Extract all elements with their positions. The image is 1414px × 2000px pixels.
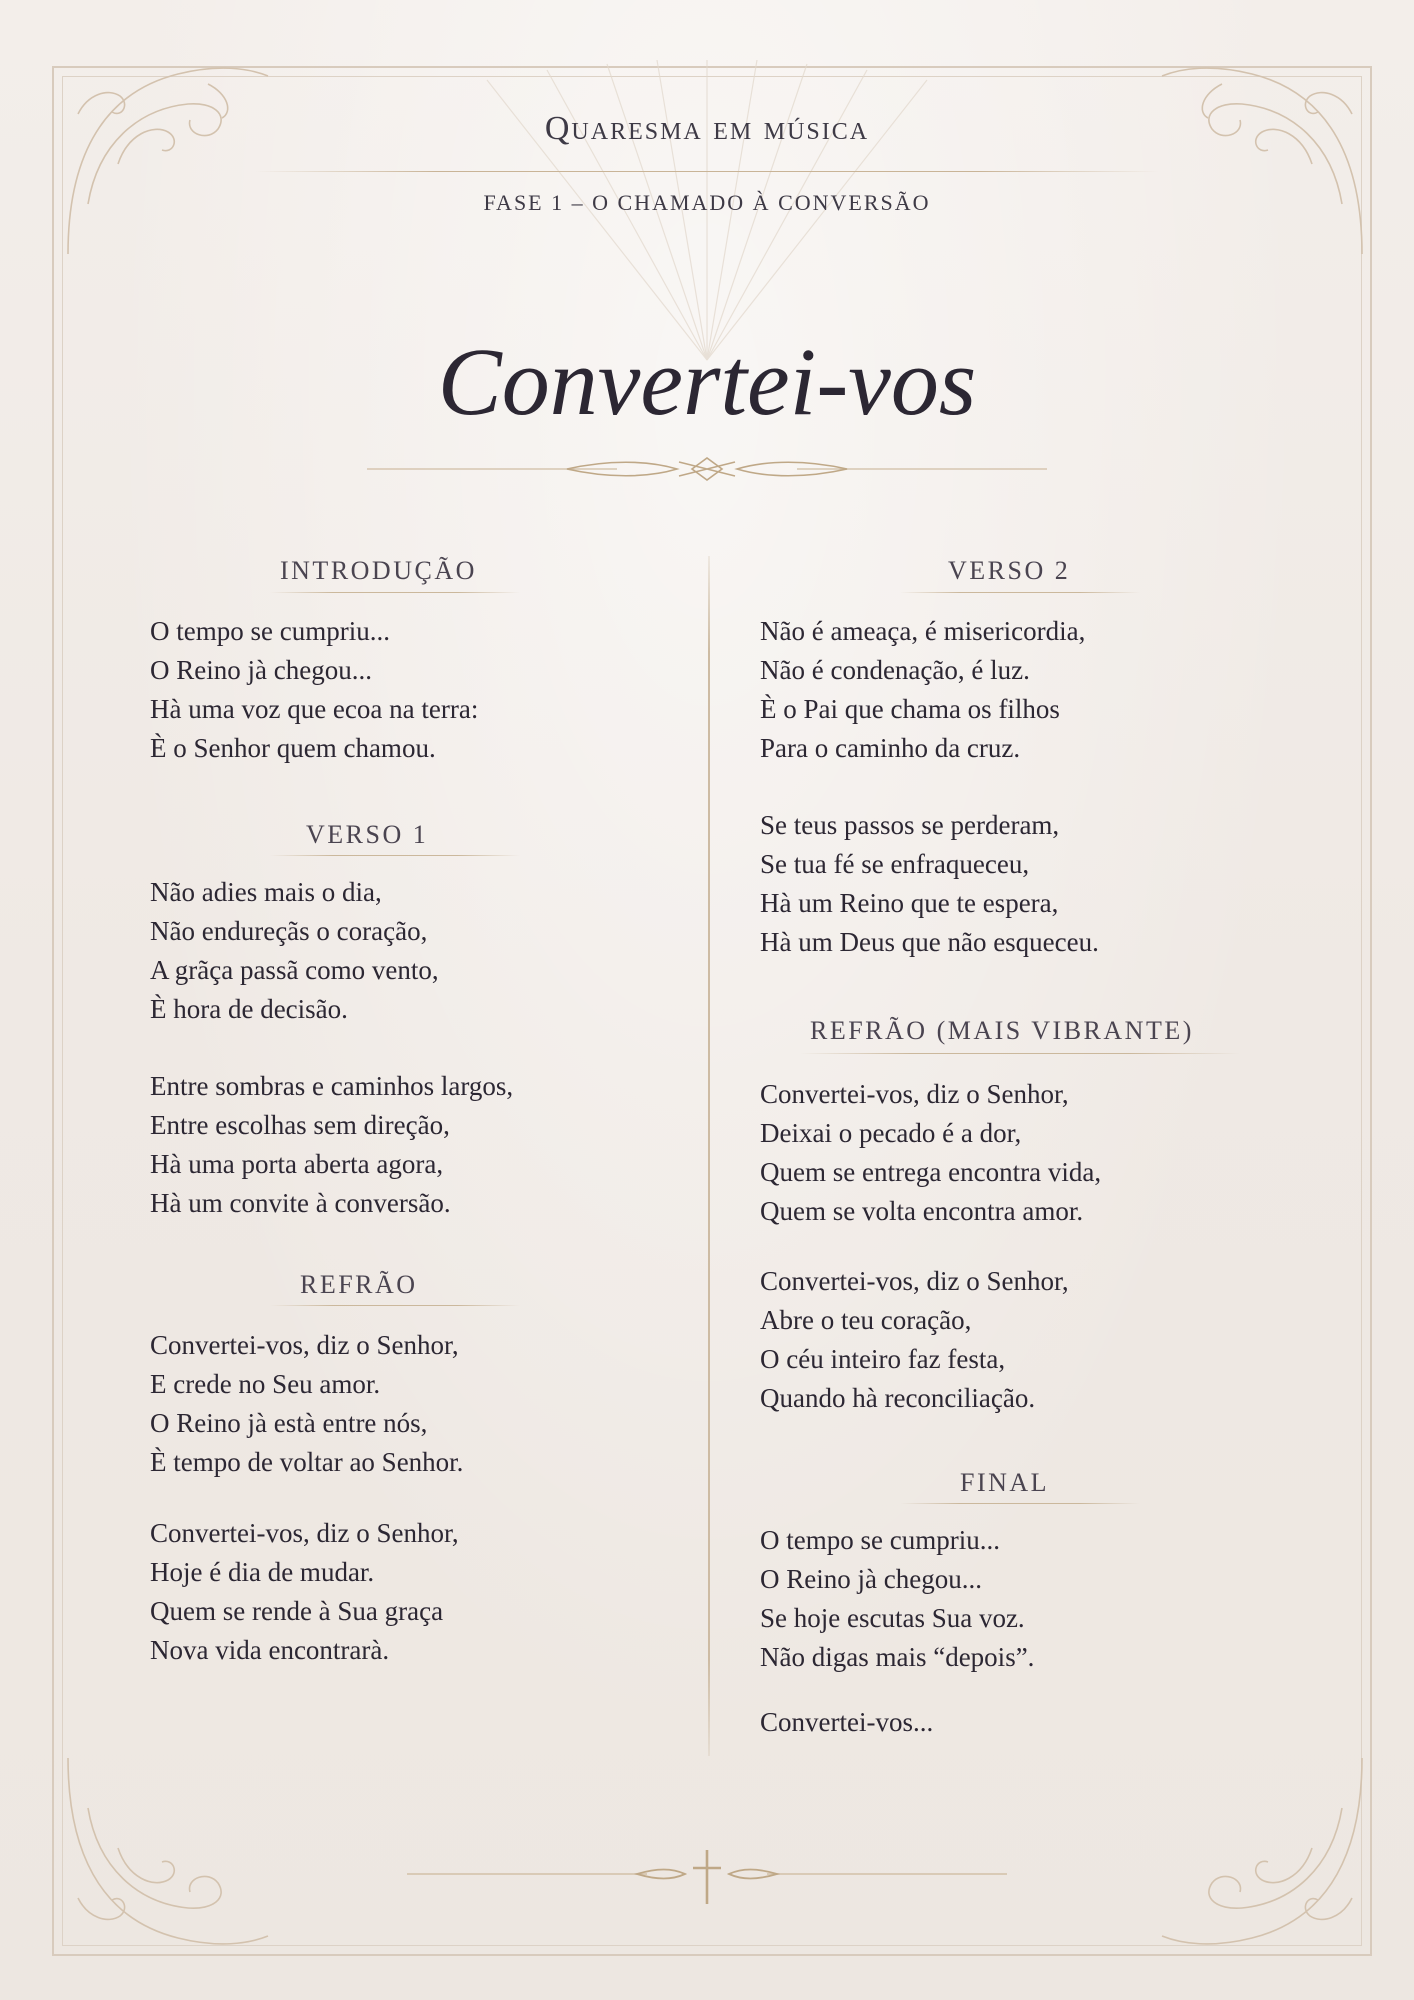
column-divider (708, 556, 710, 1756)
lyric-line: È o Pai que chama os filhos (760, 694, 1060, 724)
lyric-line: Não adies mais o dia, (150, 877, 382, 907)
stanza-closing (760, 1703, 933, 1742)
section-divider (900, 592, 1140, 593)
corner-flourish-icon (1142, 54, 1372, 284)
lyric-line: Nova vida encontrarà. (150, 1635, 390, 1665)
lyric-line: O tempo se cumpriu... (150, 616, 390, 646)
stanza-refrain-a (150, 1326, 463, 1482)
section-divider (800, 1053, 1240, 1054)
lyric-line: Convertei-vos, diz o Senhor, (760, 1266, 1069, 1296)
header-divider (255, 171, 1159, 172)
lyric-line: Se tua fé se enfraqueceu, (760, 849, 1030, 879)
lyric-line: O tempo se cumpriu... (760, 1525, 1000, 1555)
lyric-line: Convertei-vos... (760, 1707, 934, 1737)
lyric-line: Quem se rende à Sua graça (150, 1596, 444, 1626)
stanza-verse2-b (760, 806, 1099, 962)
lyric-line: Convertei-vos, diz o Senhor, (150, 1518, 459, 1548)
stanza-refrain-vibrant-b (760, 1262, 1069, 1418)
lyric-line: Hà uma voz que ecoa na terra: (150, 694, 479, 724)
lyric-line: Quando hà reconciliação. (760, 1383, 1036, 1413)
corner-flourish-icon (58, 54, 288, 284)
lyric-line: O Reino jà està entre nós, (150, 1408, 428, 1438)
lyric-line: Se hoje escutas Sua voz. (760, 1603, 1025, 1633)
lyric-line: E crede no Seu amor. (150, 1369, 381, 1399)
stanza-verse1-b (150, 1067, 513, 1223)
lyric-line: Abre o teu coração, (760, 1305, 972, 1335)
section-heading-intro: INTRODUÇÃO (280, 556, 477, 585)
section-divider (900, 1503, 1140, 1504)
lyric-line: A grãça passã como vento, (150, 955, 439, 985)
lyric-line: Hà um convite à conversão. (150, 1188, 451, 1218)
section-divider (270, 855, 520, 856)
phase-subtitle: FASE 1 – O CHAMADO À CONVERSÃO (483, 190, 931, 215)
lyric-line: È hora de decisão. (150, 994, 348, 1024)
lyric-line: Hà uma porta aberta agora, (150, 1149, 444, 1179)
section-divider (270, 1305, 520, 1306)
section-heading-verse2: VERSO 2 (948, 556, 1071, 585)
lyric-line: Não endureçãs o coração, (150, 916, 428, 946)
title-ornament-icon (367, 452, 1047, 486)
stanza-intro (150, 612, 478, 768)
series-title: Quaresma em música (544, 110, 870, 147)
lyric-line: Entre sombras e caminhos largos, (150, 1071, 514, 1101)
lyric-line: È o Senhor quem chamou. (150, 733, 436, 763)
corner-flourish-icon (1142, 1728, 1372, 1958)
cross-ornament-icon (407, 1846, 1007, 1906)
lyric-line: Não é condenação, é luz. (760, 655, 1030, 685)
lyric-line: È tempo de voltar ao Senhor. (150, 1447, 464, 1477)
lyric-line: O céu inteiro faz festa, (760, 1344, 1006, 1374)
lyric-line: Não digas mais “depois”. (760, 1642, 1035, 1672)
section-heading-verse1: VERSO 1 (306, 820, 429, 849)
section-heading-final: FINAL (960, 1468, 1050, 1497)
lyric-line: O Reino jà chegou... (760, 1564, 982, 1594)
stanza-refrain-b (150, 1514, 459, 1670)
song-title: Convertei-vos (437, 328, 977, 435)
lyric-line: Hoje é dia de mudar. (150, 1557, 375, 1587)
lyric-line: Convertei-vos, diz o Senhor, (760, 1079, 1069, 1109)
lyric-line: Entre escolhas sem direção, (150, 1110, 450, 1140)
section-divider (270, 592, 520, 593)
lyric-line: Convertei-vos, diz o Senhor, (150, 1330, 459, 1360)
lyric-line: Quem se volta encontra amor. (760, 1196, 1084, 1226)
lyric-line: Quem se entrega encontra vida, (760, 1157, 1102, 1187)
lyric-line: O Reino jà chegou... (150, 655, 372, 685)
lyric-line: Para o caminho da cruz. (760, 733, 1021, 763)
lyric-line: Se teus passos se perderam, (760, 810, 1060, 840)
stanza-verse1-a (150, 873, 439, 1029)
lyric-line: Hà um Deus que não esqueceu. (760, 927, 1099, 957)
section-heading-refrain-vibrant: REFRÃO (MAIS VIBRANTE) (810, 1016, 1194, 1045)
stanza-final (760, 1521, 1034, 1677)
stanza-verse2-a (760, 612, 1085, 768)
section-heading-refrain: REFRÃO (300, 1270, 418, 1299)
lyric-line: Não é ameaça, é misericordia, (760, 616, 1086, 646)
lyric-line: Deixai o pecado é a dor, (760, 1118, 1022, 1148)
lyric-line: Hà um Reino que te espera, (760, 888, 1059, 918)
corner-flourish-icon (58, 1728, 288, 1958)
stanza-refrain-vibrant-a (760, 1075, 1101, 1231)
